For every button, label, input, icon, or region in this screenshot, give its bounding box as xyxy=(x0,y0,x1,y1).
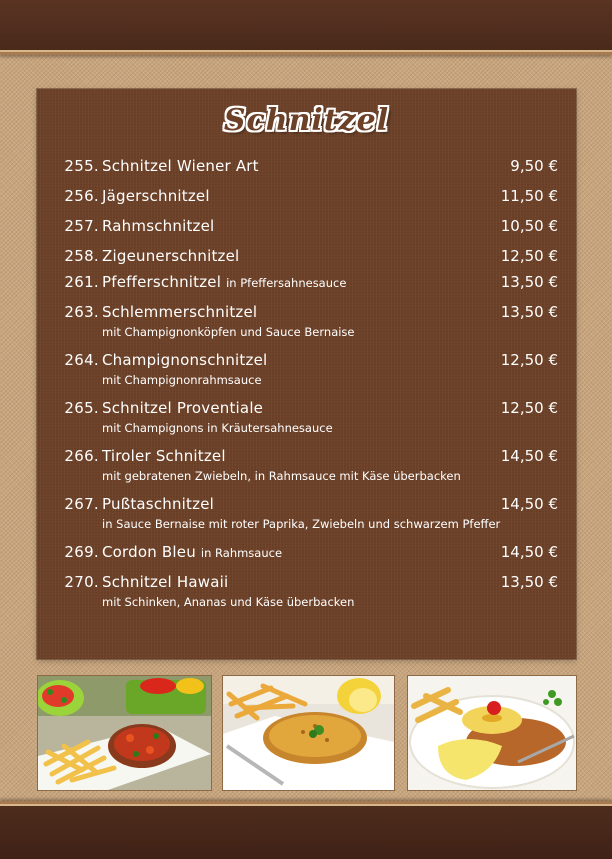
item-name: Zigeunerschnitzel xyxy=(102,247,240,265)
item-number: 264. xyxy=(64,351,99,369)
food-photo-schnitzel-wiener-art xyxy=(222,675,395,791)
item-name-text: Pfefferschnitzel xyxy=(102,273,222,291)
item-number: 258. xyxy=(64,247,99,265)
item-price: 9,50 € xyxy=(510,157,558,175)
item-name: Pußtaschnitzel xyxy=(102,495,215,513)
item-description: mit Champignons in Kräutersahnesauce xyxy=(102,421,333,435)
food-photo-zigeunerschnitzel xyxy=(37,675,212,791)
item-name: Tiroler Schnitzel xyxy=(102,447,226,465)
item-price: 14,50 € xyxy=(500,543,558,561)
item-price: 12,50 € xyxy=(500,247,558,265)
item-price: 13,50 € xyxy=(500,273,558,291)
item-name: Schnitzel Wiener Art xyxy=(102,157,259,175)
item-name: Jägerschnitzel xyxy=(102,187,210,205)
item-name: Schlemmerschnitzel xyxy=(102,303,258,321)
item-name: Schnitzel Proventiale xyxy=(102,399,264,417)
item-description: mit gebratenen Zwiebeln, in Rahmsauce mit Käse überbacken xyxy=(102,469,461,483)
item-price: 13,50 € xyxy=(500,303,558,321)
menu-title: Schnitzel xyxy=(223,103,390,138)
item-description: mit Schinken, Ananas und Käse überbacken xyxy=(102,595,355,609)
item-description: mit Champignonrahmsauce xyxy=(102,373,262,387)
item-number: 267. xyxy=(64,495,99,513)
item-price: 14,50 € xyxy=(500,447,558,465)
item-number: 255. xyxy=(64,157,99,175)
item-number: 269. xyxy=(64,543,99,561)
top-decorative-bar xyxy=(0,0,612,50)
item-name: Champignonschnitzel xyxy=(102,351,268,369)
bottom-decorative-bar xyxy=(0,806,612,859)
item-price: 10,50 € xyxy=(500,217,558,235)
item-name xyxy=(102,542,282,563)
food-photo-schnitzel-hawaii xyxy=(407,675,577,791)
item-name xyxy=(102,272,346,293)
item-price: 14,50 € xyxy=(500,495,558,513)
item-price: 13,50 € xyxy=(500,573,558,591)
item-number: 261. xyxy=(64,273,99,291)
item-number: 265. xyxy=(64,399,99,417)
item-number: 256. xyxy=(64,187,99,205)
item-number: 257. xyxy=(64,217,99,235)
item-price: 12,50 € xyxy=(500,399,558,417)
item-number: 263. xyxy=(64,303,99,321)
item-description: mit Champignonköpfen und Sauce Bernaise xyxy=(102,325,355,339)
item-description: in Sauce Bernaise mit roter Paprika, Zwiebeln und schwarzem Pfeffer xyxy=(102,517,501,531)
item-name-text: Cordon Bleu xyxy=(102,543,196,561)
item-name: Schnitzel Hawaii xyxy=(102,573,229,591)
item-price: 12,50 € xyxy=(500,351,558,369)
item-note: in Pfeffersahnesauce xyxy=(226,276,347,290)
item-number: 266. xyxy=(64,447,99,465)
item-price: 11,50 € xyxy=(500,187,558,205)
item-note: in Rahmsauce xyxy=(200,546,283,560)
menu-panel xyxy=(37,89,576,659)
item-name: Rahmschnitzel xyxy=(102,217,215,235)
item-number: 270. xyxy=(64,573,99,591)
